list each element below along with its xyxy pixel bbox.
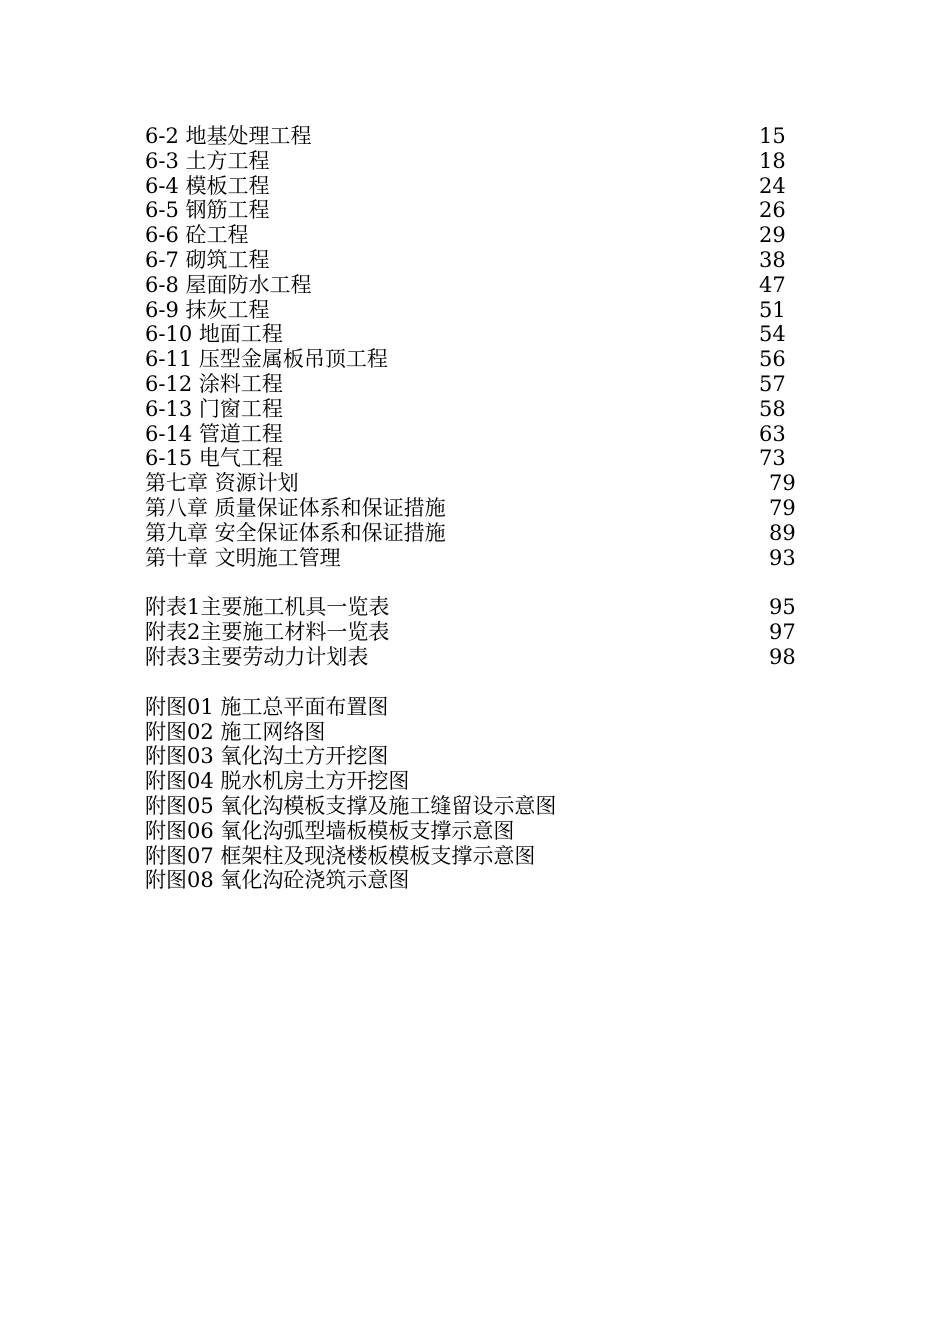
toc-entry-label: 6-9 抹灰工程	[145, 297, 270, 322]
toc-appendix-figure-entry	[145, 720, 805, 745]
toc-chapter-entry	[145, 521, 805, 546]
toc-entry	[145, 298, 805, 323]
toc-entry-label: 附图01 施工总平面布置图	[145, 694, 389, 719]
toc-entry-label: 6-8 屋面防水工程	[145, 272, 312, 297]
toc-entry-label: 6-3 土方工程	[145, 148, 270, 173]
toc-entry-page: 93	[769, 545, 796, 570]
chapter-list	[145, 471, 805, 570]
toc-entry-label: 6-12 涂料工程	[145, 371, 283, 396]
toc-entry-label: 6-15 电气工程	[145, 446, 283, 471]
toc-entry	[145, 248, 805, 273]
appendix-figure-list	[145, 695, 805, 893]
toc-entry	[145, 124, 805, 149]
toc-entry-page: 51	[759, 297, 786, 322]
toc-entry-page: 24	[759, 173, 786, 198]
toc-entry-page: 38	[759, 247, 786, 272]
toc-appendix-figure-entry	[145, 769, 805, 794]
toc-entry-page: 79	[769, 495, 796, 520]
toc-appendix-figure-entry	[145, 819, 805, 844]
toc-entry-label: 第九章 安全保证体系和保证措施	[145, 520, 446, 545]
toc-entry	[145, 397, 805, 422]
toc-entry-label: 6-11 压型金属板吊顶工程	[145, 347, 388, 372]
toc-entry-label: 6-6 砼工程	[145, 223, 249, 248]
toc-entry-label: 附图08 氧化沟砼浇筑示意图	[145, 868, 410, 893]
toc-appendix-figure-entry	[145, 868, 805, 893]
toc-entry-label: 第十章 文明施工管理	[145, 545, 341, 570]
toc-entry	[145, 422, 805, 447]
toc-chapter-entry	[145, 496, 805, 521]
toc-entry-page: 58	[759, 396, 786, 421]
toc-entry	[145, 347, 805, 372]
toc-entry-label: 附图05 氧化沟模板支撑及施工缝留设示意图	[145, 793, 557, 818]
toc-entry-label: 6-5 钢筋工程	[145, 198, 270, 223]
toc-appendix-figure-entry	[145, 744, 805, 769]
toc-entry-label: 附图03 氧化沟土方开挖图	[145, 744, 389, 769]
toc-entry-label: 附图04 脱水机房土方开挖图	[145, 769, 410, 794]
toc-entry-page: 29	[759, 223, 786, 248]
toc-entry-label: 附表1主要施工机具一览表	[145, 595, 390, 620]
toc-entry-label: 第八章 质量保证体系和保证措施	[145, 495, 446, 520]
toc-entry-label: 附图02 施工网络图	[145, 719, 326, 744]
section-list	[145, 124, 805, 471]
toc-entry-label: 第七章 资源计划	[145, 471, 299, 496]
toc-entry-label: 附图06 氧化沟弧型墙板模板支撑示意图	[145, 818, 515, 843]
toc-entry-page: 73	[759, 446, 786, 471]
toc-entry	[145, 174, 805, 199]
table-of-contents	[145, 124, 805, 893]
toc-entry-page: 26	[759, 198, 786, 223]
toc-entry	[145, 149, 805, 174]
toc-entry-page: 56	[759, 347, 786, 372]
toc-entry-page: 47	[759, 272, 786, 297]
toc-entry-label: 附表2主要施工材料一览表	[145, 620, 390, 645]
toc-entry-label: 6-10 地面工程	[145, 322, 283, 347]
toc-appendix-figure-entry	[145, 844, 805, 869]
toc-entry-page: 15	[759, 124, 786, 148]
toc-entry-page: 54	[759, 322, 786, 347]
toc-entry-page: 95	[769, 595, 796, 620]
toc-appendix-table-entry	[145, 595, 805, 620]
toc-entry	[145, 372, 805, 397]
spacer	[145, 670, 805, 695]
toc-appendix-figure-entry	[145, 794, 805, 819]
toc-entry-page: 89	[769, 520, 796, 545]
toc-appendix-figure-entry	[145, 695, 805, 720]
toc-entry-page: 79	[769, 471, 796, 496]
toc-chapter-entry	[145, 471, 805, 496]
toc-entry-page: 63	[759, 421, 786, 446]
toc-appendix-table-entry	[145, 645, 805, 670]
toc-entry-label: 6-14 管道工程	[145, 421, 283, 446]
toc-entry	[145, 273, 805, 298]
toc-entry-page: 98	[769, 644, 796, 669]
toc-entry-page: 18	[759, 148, 786, 173]
toc-entry	[145, 322, 805, 347]
toc-appendix-table-entry	[145, 620, 805, 645]
toc-entry	[145, 223, 805, 248]
toc-entry-label: 6-4 模板工程	[145, 173, 270, 198]
toc-entry-label: 6-7 砌筑工程	[145, 247, 270, 272]
toc-entry-page: 57	[759, 371, 786, 396]
toc-entry	[145, 198, 805, 223]
toc-entry-page: 97	[769, 620, 796, 645]
toc-chapter-entry	[145, 546, 805, 571]
toc-entry-label: 6-13 门窗工程	[145, 396, 283, 421]
toc-entry-label: 附图07 框架柱及现浇楼板模板支撑示意图	[145, 843, 536, 868]
toc-entry-label: 6-2 地基处理工程	[145, 124, 312, 148]
appendix-table-list	[145, 595, 805, 669]
toc-entry-label: 附表3主要劳动力计划表	[145, 644, 369, 669]
toc-entry	[145, 446, 805, 471]
spacer	[145, 570, 805, 595]
